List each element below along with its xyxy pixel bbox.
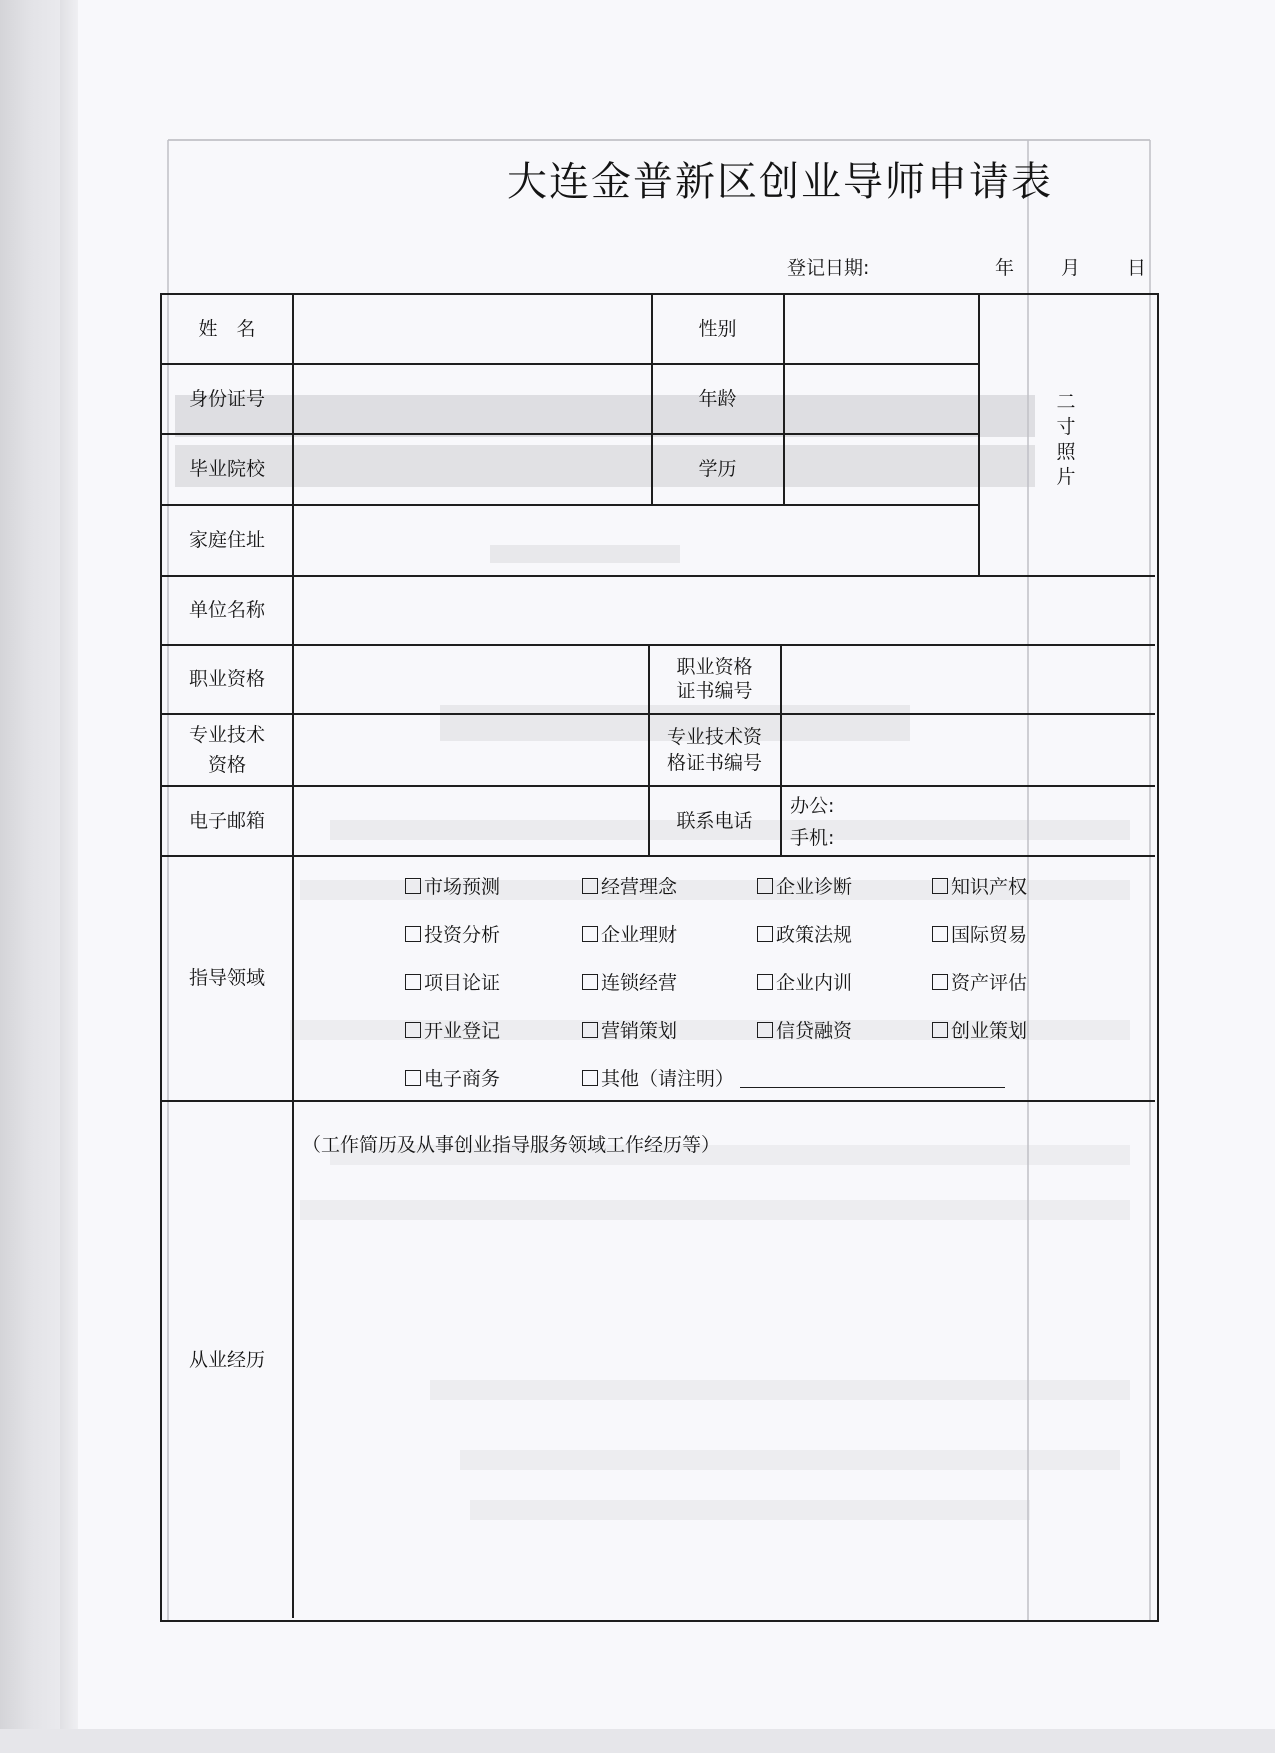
checkbox-square[interactable] xyxy=(757,1022,773,1038)
option-label: 营销策划 xyxy=(601,1020,678,1042)
school-label: 毕业院校 xyxy=(188,458,265,480)
checkbox-corporate-finance[interactable] xyxy=(582,920,677,947)
experience-instructions: （工作简历及从事创业指导服务领域工作经历等） xyxy=(302,1134,721,1156)
mobile-phone-label: 手机: xyxy=(790,827,835,849)
registration-month-label: 月 xyxy=(1061,257,1081,279)
id-number-label: 身份证号 xyxy=(188,387,265,410)
checkbox-square[interactable] xyxy=(405,1070,421,1086)
checkbox-startup-planning[interactable] xyxy=(932,1016,1027,1043)
office-phone-field[interactable] xyxy=(862,790,1152,820)
other-specify-line[interactable] xyxy=(740,1067,1005,1088)
id-number-field[interactable] xyxy=(294,364,651,433)
option-label: 国际贸易 xyxy=(951,924,1028,946)
checkbox-chain-operation[interactable] xyxy=(582,968,677,995)
option-label: 电子商务 xyxy=(424,1068,501,1090)
qualification-cert-no-field[interactable] xyxy=(782,645,1153,713)
checkbox-other[interactable] xyxy=(582,1064,1005,1091)
employer-field[interactable] xyxy=(294,576,1153,644)
option-label: 经营理念 xyxy=(601,876,678,898)
checkbox-square[interactable] xyxy=(932,878,948,894)
checkbox-square[interactable] xyxy=(582,878,598,894)
gender-field[interactable] xyxy=(785,295,978,363)
name-label: 姓 名 xyxy=(198,318,256,340)
option-label: 投资分析 xyxy=(424,924,501,946)
address-field[interactable] xyxy=(294,505,978,575)
checkbox-square[interactable] xyxy=(932,1022,948,1038)
checkbox-square[interactable] xyxy=(405,1022,421,1038)
registration-date-label: 登记日期: xyxy=(787,257,870,279)
registration-year-label: 年 xyxy=(995,257,1015,279)
option-label: 企业内训 xyxy=(776,972,853,994)
photo-box[interactable] xyxy=(980,295,1153,575)
checkbox-business-philosophy[interactable] xyxy=(582,872,677,899)
photo-placeholder-label: 二寸照片 xyxy=(1056,391,1076,488)
employer-label: 单位名称 xyxy=(188,599,265,621)
education-field[interactable] xyxy=(785,434,978,504)
checkbox-square[interactable] xyxy=(582,974,598,990)
experience-label: 从业经历 xyxy=(188,1348,265,1371)
row-rule xyxy=(162,855,1155,857)
checkbox-enterprise-diagnosis[interactable] xyxy=(757,872,852,899)
mobile-phone-field[interactable] xyxy=(862,822,1152,852)
checkbox-investment-analysis[interactable] xyxy=(405,920,500,947)
checkbox-square[interactable] xyxy=(582,1070,598,1086)
checkbox-square[interactable] xyxy=(932,974,948,990)
age-label: 年龄 xyxy=(698,387,737,410)
form-title: 大连金普新区创业导师申请表 xyxy=(507,159,1053,205)
checkbox-square[interactable] xyxy=(582,1022,598,1038)
checkbox-corporate-training[interactable] xyxy=(757,968,852,995)
row-rule xyxy=(162,1100,1155,1102)
checkbox-square[interactable] xyxy=(757,926,773,942)
checkbox-business-registration[interactable] xyxy=(405,1016,500,1043)
checkbox-square[interactable] xyxy=(757,974,773,990)
checkbox-square[interactable] xyxy=(405,878,421,894)
tech-qualification-label: 专业技术 资格 xyxy=(188,723,265,776)
scan-page-fold xyxy=(60,0,80,1753)
email-field[interactable] xyxy=(294,786,648,855)
qualification-cert-no-label: 职业资格 证书编号 xyxy=(676,656,753,702)
age-field[interactable] xyxy=(785,364,978,433)
option-label: 知识产权 xyxy=(951,876,1028,898)
checkbox-project-evaluation[interactable] xyxy=(405,968,500,995)
scan-bottom-edge xyxy=(0,1729,1275,1753)
education-label: 学历 xyxy=(698,458,737,480)
option-label: 连锁经营 xyxy=(601,972,678,994)
guidance-areas-label: 指导领域 xyxy=(188,967,265,989)
checkbox-e-commerce[interactable] xyxy=(405,1064,500,1091)
checkbox-international-trade[interactable] xyxy=(932,920,1027,947)
tech-qualification-field[interactable] xyxy=(294,714,648,785)
option-label: 项目论证 xyxy=(424,972,501,994)
checkbox-intellectual-property[interactable] xyxy=(932,872,1027,899)
checkbox-square[interactable] xyxy=(757,878,773,894)
qualification-label: 职业资格 xyxy=(188,668,265,690)
checkbox-market-forecast[interactable] xyxy=(405,872,500,899)
tech-cert-no-field[interactable] xyxy=(782,714,1153,785)
option-label: 资产评估 xyxy=(951,972,1028,994)
checkbox-credit-financing[interactable] xyxy=(757,1016,852,1043)
gender-label: 性别 xyxy=(698,318,737,340)
checkbox-square[interactable] xyxy=(932,926,948,942)
checkbox-policy-regulations[interactable] xyxy=(757,920,852,947)
checkbox-asset-appraisal[interactable] xyxy=(932,968,1027,995)
experience-field[interactable] xyxy=(294,1165,1153,1616)
email-label: 电子邮箱 xyxy=(188,809,265,832)
registration-day-label: 日 xyxy=(1127,257,1147,279)
option-label: 开业登记 xyxy=(424,1020,501,1042)
option-label: 创业策划 xyxy=(951,1020,1028,1042)
option-label: 政策法规 xyxy=(776,924,853,946)
qualification-field[interactable] xyxy=(294,645,648,713)
name-field[interactable] xyxy=(294,295,651,363)
option-label: 企业诊断 xyxy=(776,876,853,898)
phone-label: 联系电话 xyxy=(676,809,753,832)
option-label: 市场预测 xyxy=(424,876,501,898)
option-label: 信贷融资 xyxy=(776,1020,853,1042)
option-label: 企业理财 xyxy=(601,924,678,946)
checkbox-square[interactable] xyxy=(405,926,421,942)
tech-cert-no-label: 专业技术资 格证书编号 xyxy=(666,725,762,774)
checkbox-square[interactable] xyxy=(582,926,598,942)
address-label: 家庭住址 xyxy=(188,529,265,551)
school-field[interactable] xyxy=(294,434,651,504)
checkbox-square[interactable] xyxy=(405,974,421,990)
option-label: 其他（请注明） xyxy=(601,1068,735,1090)
office-phone-label: 办公: xyxy=(790,795,835,817)
checkbox-marketing-planning[interactable] xyxy=(582,1016,677,1043)
